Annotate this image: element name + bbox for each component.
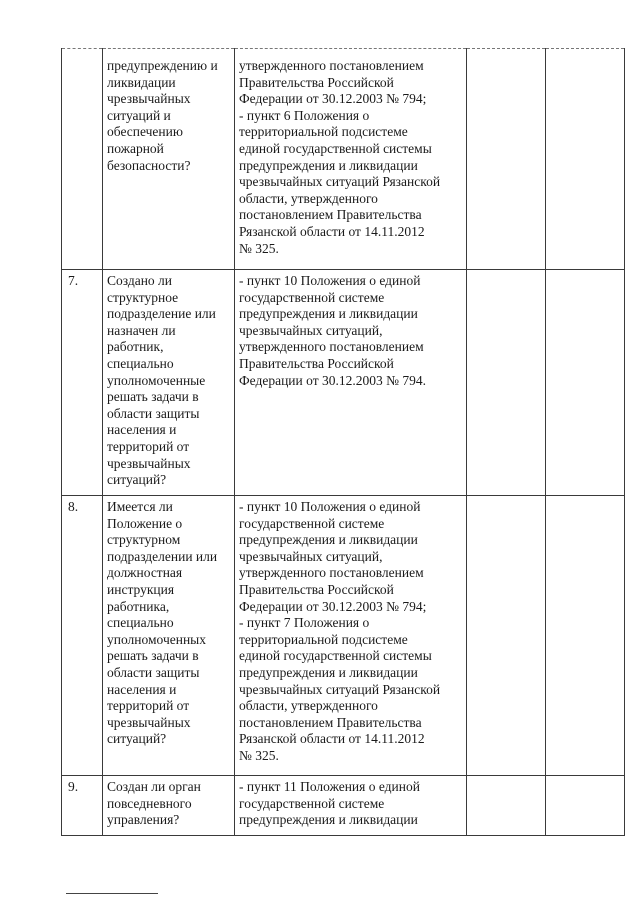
reference-cell: утвержденного постановлением Правительства Российской Федерации от 30.12.2003 № 794; - пункт 6 Положения о территориальной подсистеме единой государственной системы предупреждения и ликвидации чрезвычайных ситуаций Рязанской области, утвержденного постановлением Правительства Рязанской области от 14.11.2012 № 325. xyxy=(235,49,467,270)
note-cell xyxy=(546,49,625,270)
row-number: 8. xyxy=(62,496,103,776)
question-cell: Имеется ли Положение о структурном подразделении или должностная инструкция работника, специально уполномоченных решать задачи в области защиты населения и территорий от чрезвычайных ситуаций? xyxy=(103,496,235,776)
answer-cell xyxy=(467,496,546,776)
reference-cell: - пункт 11 Положения о единой государственной системе предупреждения и ликвидации xyxy=(235,776,467,836)
question-cell: Создан ли орган повседневного управления? xyxy=(103,776,235,836)
answer-cell xyxy=(467,49,546,270)
row-number xyxy=(62,49,103,270)
answer-cell xyxy=(467,270,546,496)
question-cell: предупреждению и ликвидации чрезвычайных ситуаций и обеспечению пожарной безопасности? xyxy=(103,49,235,270)
reference-cell: - пункт 10 Положения о единой государственной системе предупреждения и ликвидации чрезвычайных ситуаций, утвержденного постановлением Правительства Российской Федерации от 30.12.2003 № 794; - пункт 7 Положения о территориальной подсистеме единой государственной системы предупреждения и ликвидации чрезвычайных ситуаций Рязанской области, утвержденного постановлением Правительства Рязанской области от 14.11.2012 № 325. xyxy=(235,496,467,776)
table-row xyxy=(62,270,625,496)
row-number: 7. xyxy=(62,270,103,496)
footnote-separator xyxy=(66,893,158,894)
table-row xyxy=(62,49,625,270)
answer-cell xyxy=(467,776,546,836)
table-row xyxy=(62,776,625,836)
reference-cell: - пункт 10 Положения о единой государственной системе предупреждения и ликвидации чрезвычайных ситуаций, утвержденного постановлением Правительства Российской Федерации от 30.12.2003 № 794. xyxy=(235,270,467,496)
note-cell xyxy=(546,776,625,836)
checklist-table xyxy=(61,48,625,836)
note-cell xyxy=(546,496,625,776)
note-cell xyxy=(546,270,625,496)
row-number: 9. xyxy=(62,776,103,836)
table-row xyxy=(62,496,625,776)
question-cell: Создано ли структурное подразделение или назначен ли работник, специально уполномоченные решать задачи в области защиты населения и территорий от чрезвычайных ситуаций? xyxy=(103,270,235,496)
